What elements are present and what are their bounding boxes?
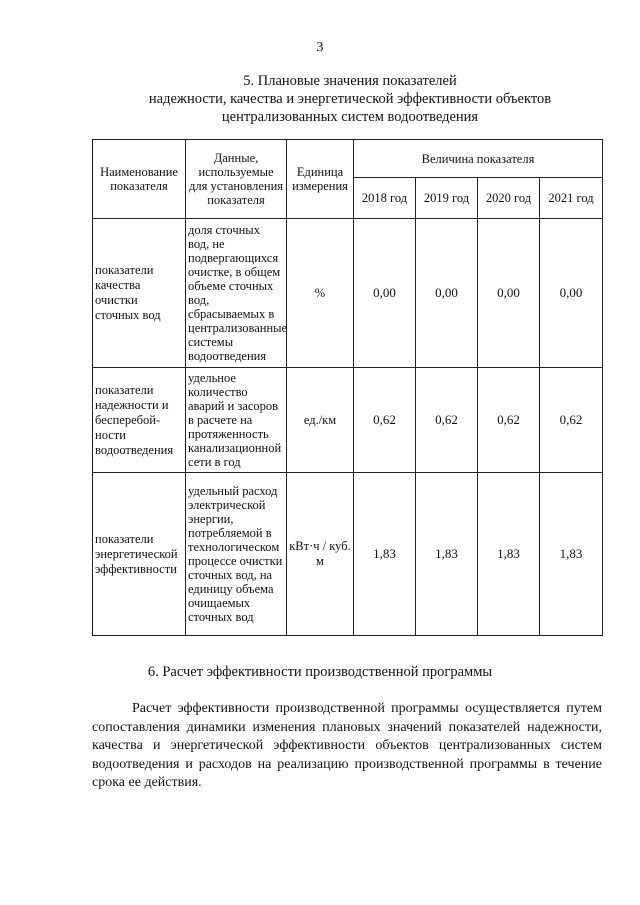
- header-unit: Единица измерения: [287, 140, 354, 219]
- value-2018: 0,00: [354, 219, 416, 368]
- indicator-unit: ед./км: [287, 368, 354, 473]
- value-2020: 1,83: [478, 473, 540, 636]
- year-2019: 2019 год: [416, 178, 478, 219]
- indicator-name: показатели надежности и бесперебой-ности водоотведения: [93, 368, 186, 473]
- table-row: [93, 368, 603, 473]
- year-2020: 2020 год: [478, 178, 540, 219]
- indicator-name: показатели энергетической эффективности: [93, 473, 186, 636]
- indicators-table: [92, 139, 603, 636]
- section5-heading: [60, 72, 640, 126]
- indicator-data: удельный расход электрической энергии, потребляемой в технологическом процессе очистки сточных вод, на единицу объема очищаемых сточных вод: [186, 473, 287, 636]
- table-header-row: [93, 140, 603, 178]
- value-2019: 0,00: [416, 219, 478, 368]
- header-value-group: Величина показателя: [354, 140, 603, 178]
- indicator-name: показатели качества очистки сточных вод: [93, 219, 186, 368]
- section5-heading-line1: 5. Плановые значения показателей: [243, 73, 457, 89]
- indicator-data: доля сточных вод, не подвергающихся очистке, в общем объеме сточных вод, сбрасываемых в централизованные системы водоотведения: [186, 219, 287, 368]
- section6-paragraph: Расчет эффективности производственной программы осуществляется путем сопоставления динамики изменения плановых значений показателей надежности, качества и энергетической эффективности объектов централизованных систем водоотведения и расходов на реализацию производственной программы в течение срока ее действия.: [92, 701, 602, 791]
- value-2021: 0,62: [540, 368, 603, 473]
- section6-heading: 6. Расчет эффективности производственной программы: [147, 664, 493, 680]
- header-data: Данные, используемые для установления показателя: [186, 140, 287, 219]
- indicator-unit: кВт·ч / куб. м: [287, 473, 354, 636]
- table-row: [93, 219, 603, 368]
- value-2020: 0,00: [478, 219, 540, 368]
- value-2020: 0,62: [478, 368, 540, 473]
- value-2019: 1,83: [416, 473, 478, 636]
- value-2018: 0,62: [354, 368, 416, 473]
- header-name: Наименование показателя: [93, 140, 186, 219]
- value-2021: 0,00: [540, 219, 603, 368]
- page-number: 3: [316, 40, 324, 55]
- indicator-unit: %: [287, 219, 354, 368]
- value-2019: 0,62: [416, 368, 478, 473]
- table-row: [93, 473, 603, 636]
- section5-heading-line3: централизованных систем водоотведения: [221, 109, 479, 125]
- section5-heading-line2: надежности, качества и энергетической эффективности объектов: [148, 91, 552, 107]
- year-2018: 2018 год: [354, 178, 416, 219]
- year-2021: 2021 год: [540, 178, 603, 219]
- value-2018: 1,83: [354, 473, 416, 636]
- value-2021: 1,83: [540, 473, 603, 636]
- indicator-data: удельное количество аварий и засоров в расчете на протяженность канализационной сети в год: [186, 368, 287, 473]
